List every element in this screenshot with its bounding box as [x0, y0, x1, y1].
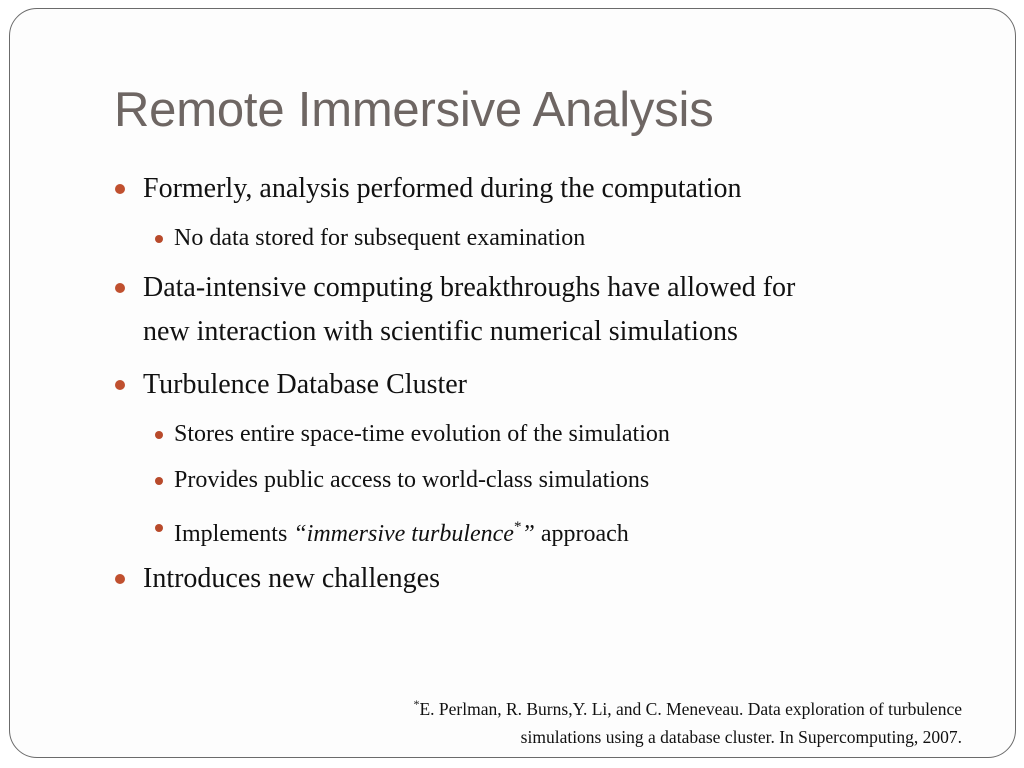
footnote-line1-text: E. Perlman, R. Burns,Y. Li, and C. Meneveau. Data exploration of turbulence — [419, 699, 962, 719]
bullet-level2-stores: Stores entire space-time evolution of the simulation — [174, 421, 670, 447]
bullet-level2-provides: Provides public access to world-class simulations — [174, 467, 650, 493]
footnote-line1 — [262, 690, 962, 723]
bullet-level1-challenges: Introduces new challenges — [143, 563, 440, 594]
bullet-level1-data-intensive-line2: new interaction with scientific numerical simulations — [143, 316, 738, 347]
bullet-level2-no-data: No data stored for subsequent examination — [174, 225, 586, 251]
bullet-level2-implements — [174, 512, 629, 549]
immersive-turbulence-term: immersive turbulence — [306, 521, 514, 547]
footnote-star: * — [413, 697, 420, 711]
citation-footnote — [262, 690, 962, 751]
bullet-dot — [115, 380, 125, 390]
sub-bullet-dot — [155, 431, 163, 439]
bullet-level1-turbulence-cluster: Turbulence Database Cluster — [143, 369, 467, 400]
sub-bullet-dot — [155, 235, 163, 243]
sub-bullet-dot — [155, 477, 163, 485]
slide-title: Remote Immersive Analysis — [114, 83, 714, 137]
bullet-level1-formerly: Formerly, analysis performed during the computation — [143, 173, 742, 204]
bullet-dot — [115, 184, 125, 194]
bullet-dot — [115, 283, 125, 293]
implements-suffix: approach — [534, 521, 629, 547]
footnote-marker: * — [513, 519, 522, 535]
footnote-line2: simulations using a database cluster. In Supercomputing, 2007. — [520, 727, 962, 747]
implements-prefix: Implements — [174, 521, 294, 547]
open-quote: “ — [293, 521, 307, 547]
bullet-level1-data-intensive-line1: Data-intensive computing breakthroughs have allowed for — [143, 272, 796, 303]
sub-bullet-dot — [155, 524, 163, 532]
close-quote: ” — [521, 521, 535, 547]
bullet-dot — [115, 574, 125, 584]
